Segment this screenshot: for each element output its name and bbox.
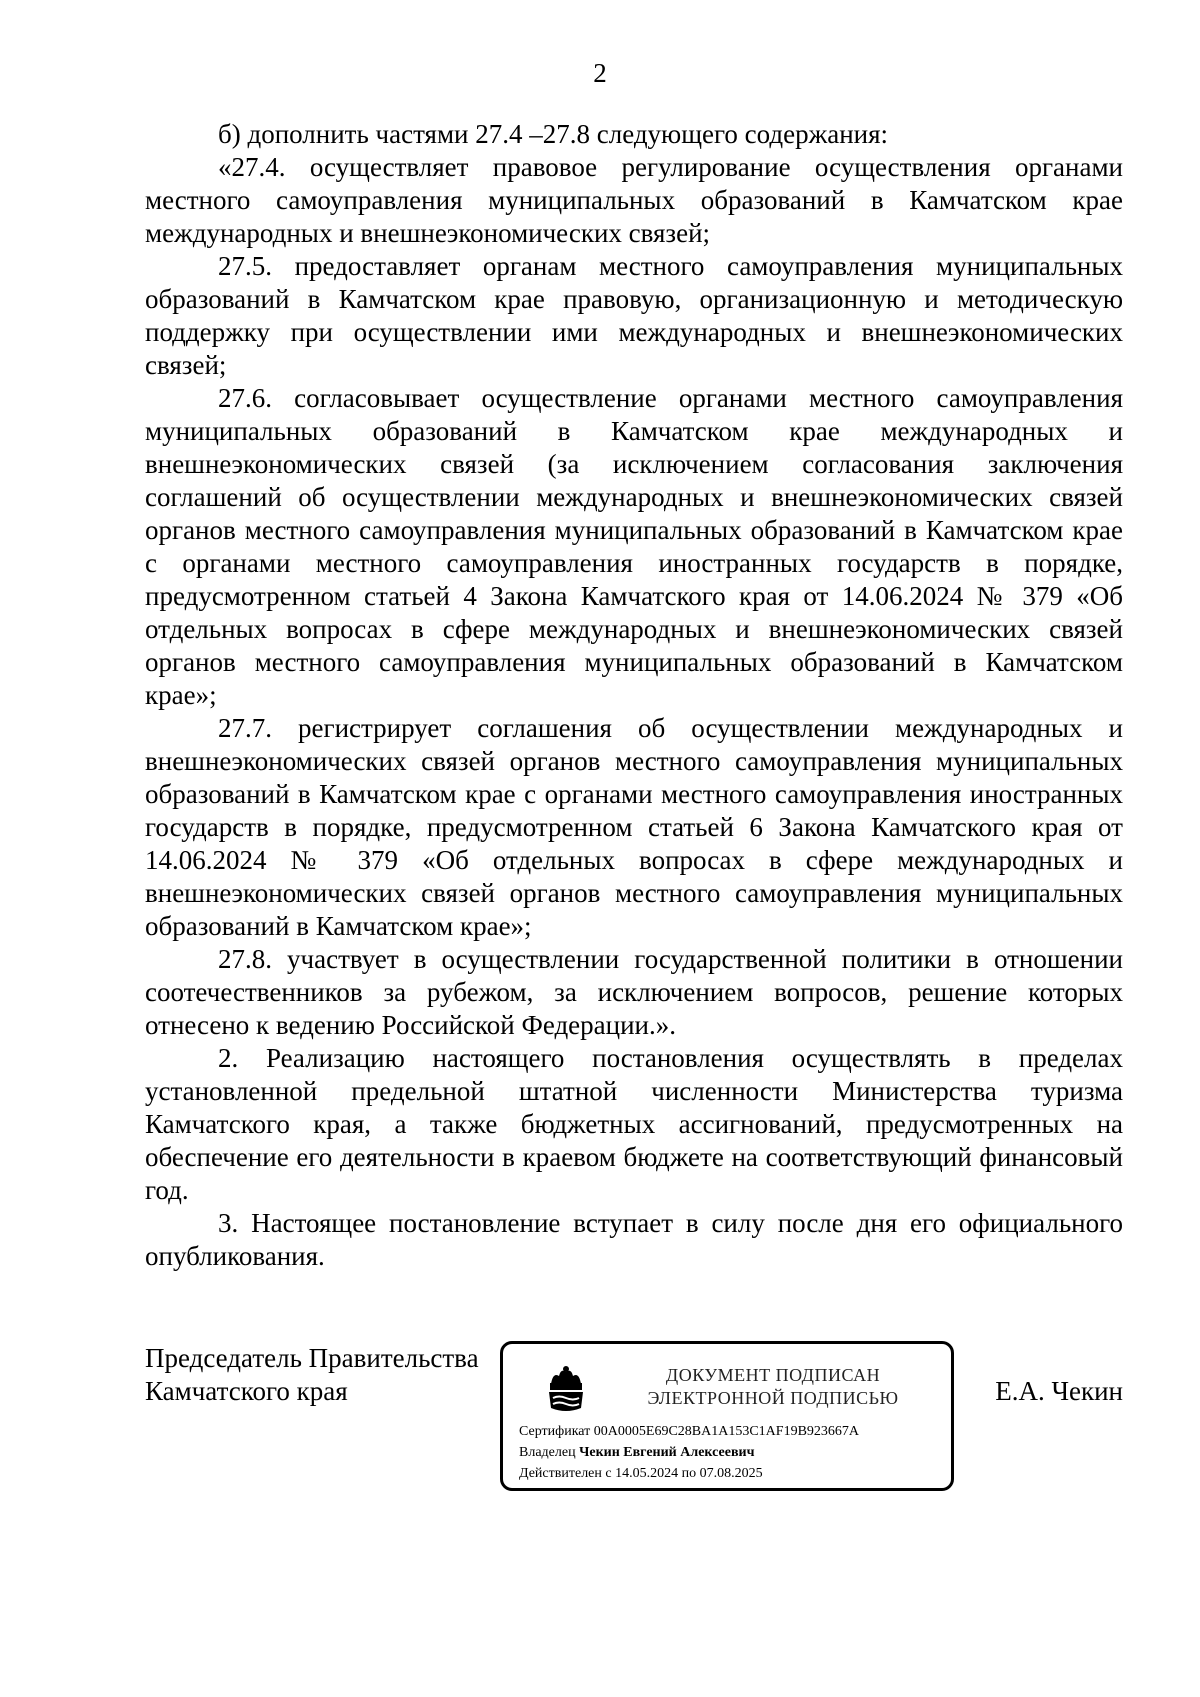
stamp-certificate	[519, 1423, 859, 1441]
stamp-valid-from: 14.05.2024	[615, 1466, 679, 1481]
stamp-certificate-label: Сертификат	[519, 1424, 591, 1439]
signatory-position	[145, 1342, 479, 1408]
stamp-owner-label: Владелец	[519, 1445, 576, 1460]
stamp-validity	[519, 1465, 763, 1483]
paragraph-intro: б) дополнить частями 27.4 –27.8 следующего содержания:	[218, 119, 889, 149]
stamp-valid-from-label: с	[605, 1466, 612, 1481]
stamp-owner	[519, 1444, 754, 1462]
stamp-owner-value: Чекин Евгений Алексеевич	[579, 1445, 755, 1460]
signatory-position-line1: Председатель Правительства	[145, 1343, 479, 1373]
page-number: 2	[593, 58, 607, 88]
paragraph-item-3: 3. Настоящее постановление вступает в силу после дня его официального опубликования.	[145, 1208, 1123, 1271]
paragraph-item-2: 2. Реализацию настоящего постановления осуществлять в пределах установленной предельной штатной численности Министерства туризма Камчатского края, а также бюджетных ассигнований, предусмотренных на обеспечение его деятельности в краевом бюджете на соответствующий финансовый год.	[145, 1043, 1123, 1205]
stamp-title	[603, 1364, 943, 1410]
coat-of-arms-icon	[543, 1362, 589, 1414]
signatory-name: Е.А. Чекин	[995, 1376, 1123, 1406]
stamp-valid-to: 07.08.2025	[699, 1466, 763, 1481]
stamp-title-line2: ЭЛЕКТРОННОЙ ПОДПИСЬЮ	[647, 1388, 899, 1408]
paragraph-27-5: 27.5. предоставляет органам местного самоуправления муниципальных образований в Камчатском крае правовую, организационную и методическую поддержку при осуществлении ими международных и внешнеэкономических связей;	[145, 251, 1123, 380]
stamp-certificate-value: 00A0005E69C28BA1A153C1AF19B923667A	[593, 1424, 860, 1439]
stamp-valid-label: Действителен	[519, 1466, 602, 1481]
stamp-valid-to-label: по	[681, 1466, 697, 1481]
stamp-title-line1: ДОКУМЕНТ ПОДПИСАН	[665, 1365, 881, 1385]
paragraph-27-4: «27.4. осуществляет правовое регулирование осуществления органами местного самоуправления муниципальных образований в Камчатском крае международных и внешнеэкономических связей;	[145, 152, 1123, 248]
document-body	[145, 118, 1123, 1273]
paragraph-27-7: 27.7. регистрирует соглашения об осуществлении международных и внешнеэкономических связей органов местного самоуправления муниципальных образований в Камчатском крае с органами местного самоуправления иностранных государств в порядке, предусмотренном статьей 6 Закона Камчатского края от 14.06.2024 № 379 «Об отдельных вопросах в сфере международных и внешнеэкономических связей органов местного самоуправления муниципальных образований в Камчатском крае»;	[145, 713, 1123, 941]
signatory-position-line2: Камчатского края	[145, 1376, 348, 1406]
electronic-signature-stamp	[500, 1341, 954, 1491]
paragraph-27-6: 27.6. согласовывает осуществление органами местного самоуправления муниципальных образований в Камчатском крае международных и внешнеэкономических связей (за исключением согласования заключения соглашений об осуществлении международных и внешнеэкономических связей органов местного самоуправления муниципальных образований в Камчатском крае с органами местного самоуправления иностранных государств в порядке, предусмотренном статьей 4 Закона Камчатского края от 14.06.2024 № 379 «Об отдельных вопросах в сфере международных и внешнеэкономических связей органов местного самоуправления муниципальных образований в Камчатском крае»;	[145, 383, 1123, 710]
paragraph-27-8: 27.8. участвует в осуществлении государственной политики в отношении соотечественников за рубежом, за исключением вопросов, решение которых отнесено к ведению Российской Федерации.».	[145, 944, 1123, 1040]
